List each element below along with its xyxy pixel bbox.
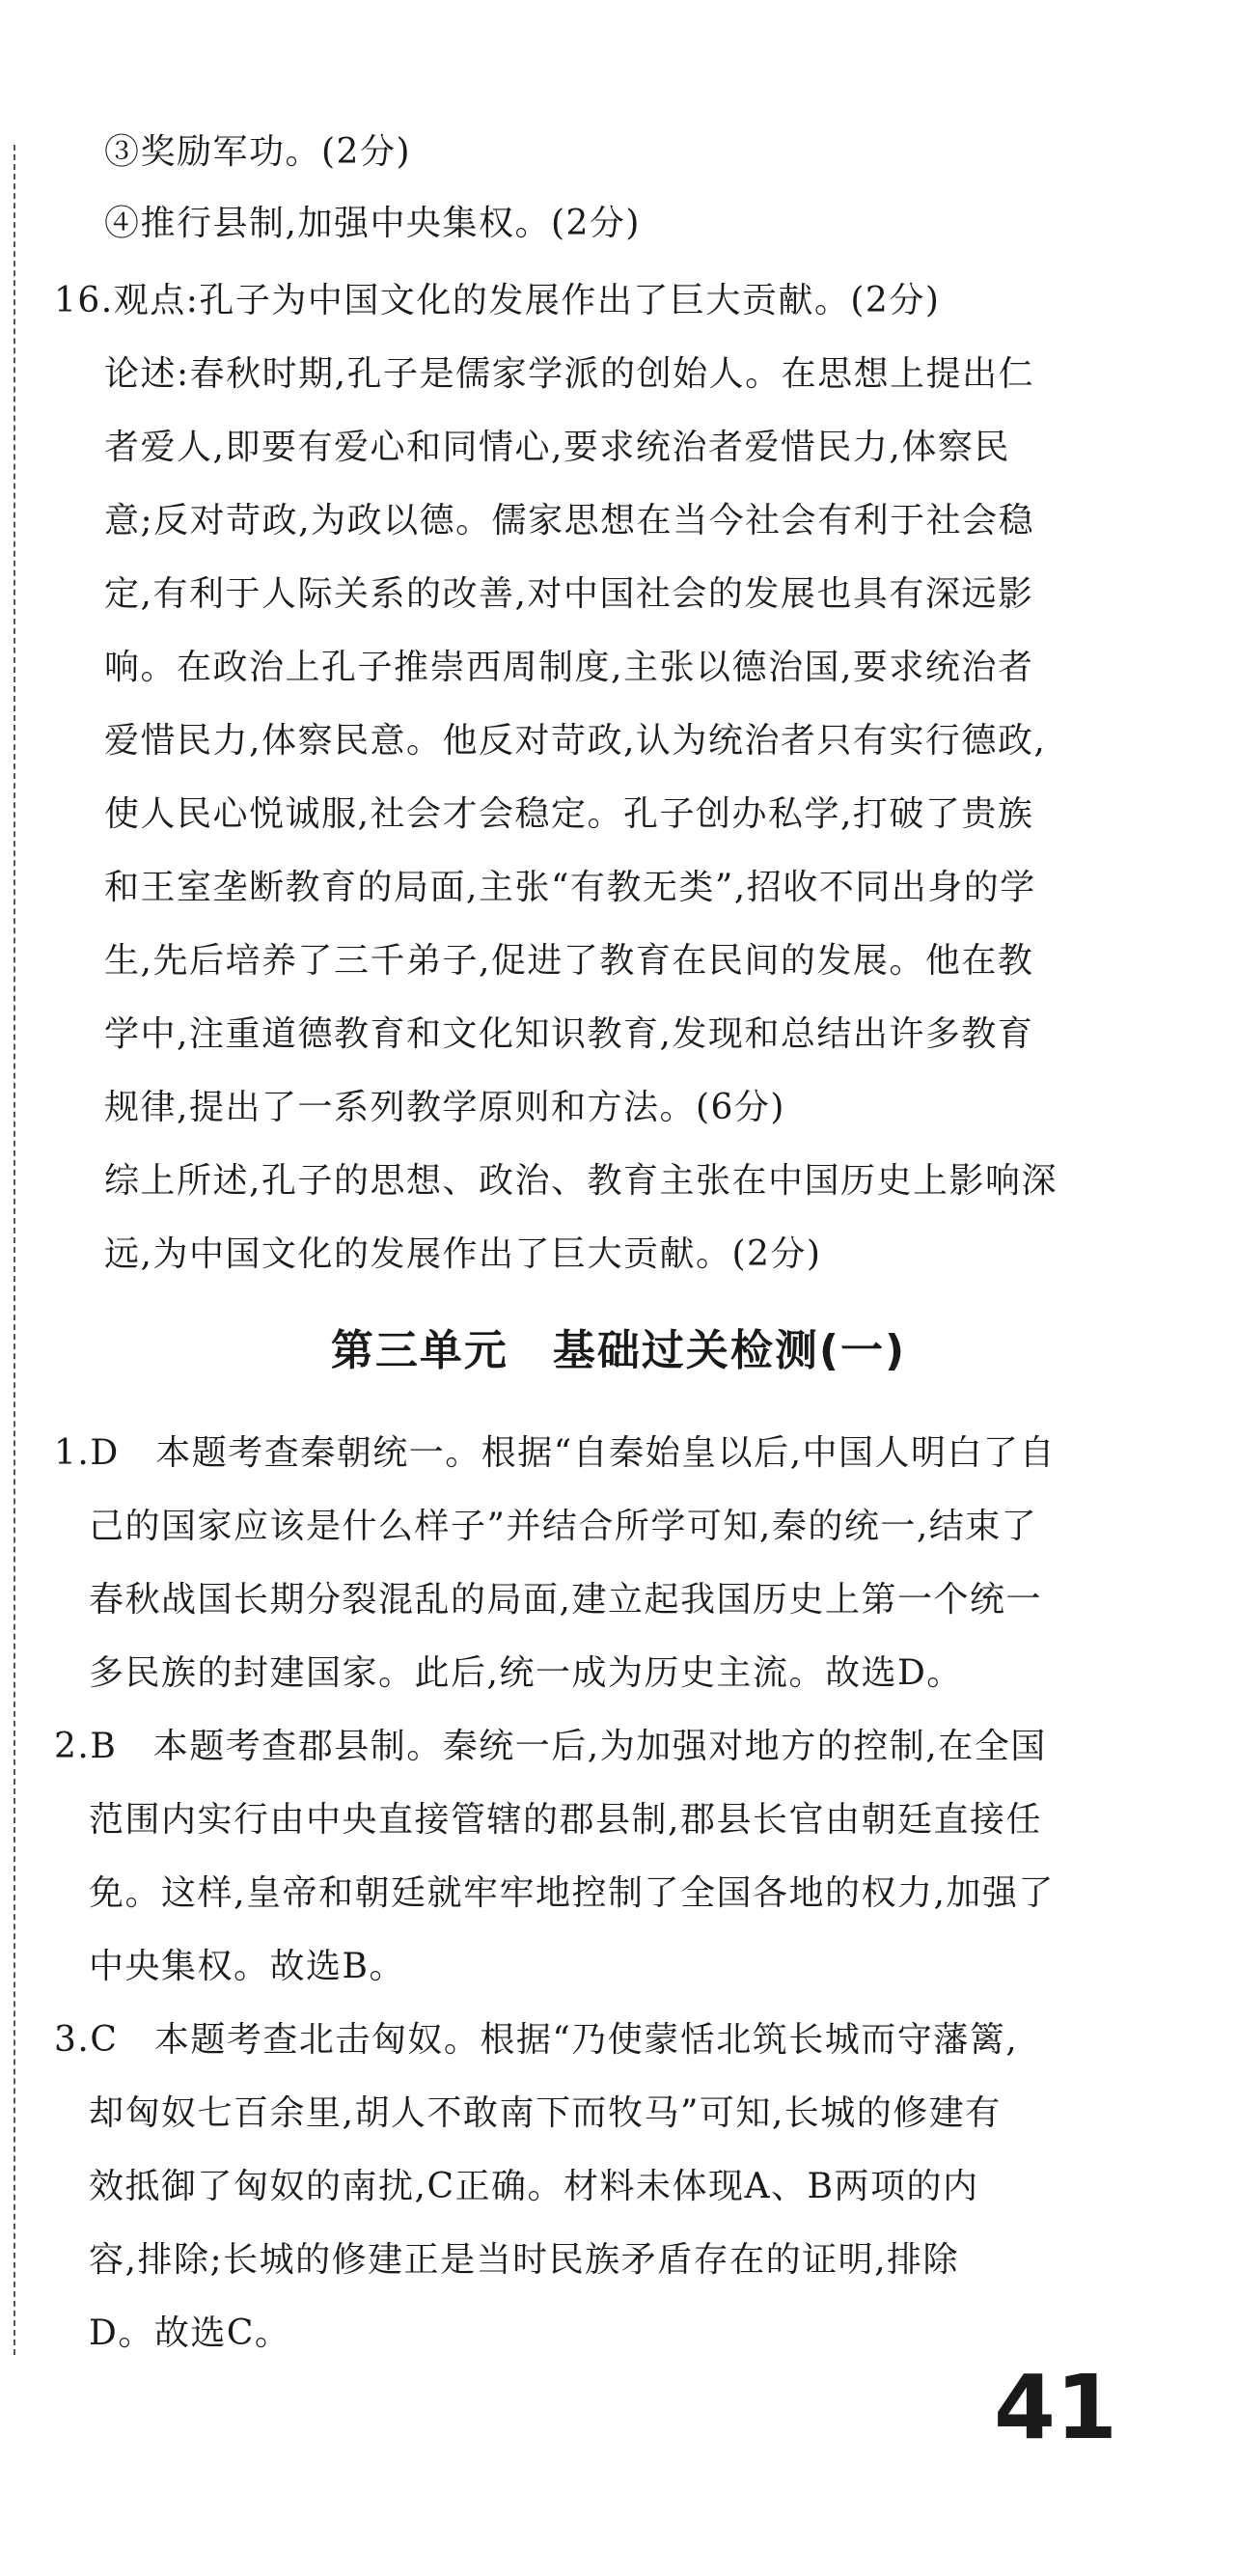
q16-line: 定,有利于人际关系的改善,对中国社会的发展也具有深远影: [104, 574, 1034, 614]
answer-1-line: 春秋战国长期分裂混乱的局面,建立起我国历史上第一个统一: [89, 1580, 1042, 1620]
q16-line: 响。在政治上孔子推崇西周制度,主张以德治国,要求统治者: [104, 648, 1034, 687]
q16-line: 学中,注重道德教育和文化知识教育,发现和总结出许多教育: [104, 1014, 1034, 1054]
answer-3-line: D。故选C。: [89, 2313, 291, 2353]
answer-1-line: 多民族的封建国家。此后,统一成为历史主流。故选D。: [89, 1653, 963, 1693]
q16-line: 和王室垄断教育的局面,主张“有教无类”,招收不同出身的学: [104, 868, 1036, 907]
q16-line: 爱惜民力,体察民意。他反对苛政,认为统治者只有实行德政,: [104, 721, 1047, 761]
answer-1-line: 己的国家应该是什么样子”并结合所学可知,秦的统一,结束了: [89, 1507, 1038, 1546]
answer-item-3: ③奖励军功。(2分): [104, 132, 411, 172]
q16-line: 意;反对苛政,为政以德。儒家思想在当今社会有利于社会稳: [104, 501, 1035, 540]
answer-3-line: 却匈奴七百余里,胡人不敢南下而牧马”可知,长城的修建有: [89, 2093, 1002, 2133]
page-number: 41: [994, 2356, 1118, 2459]
q16-line: 生,先后培养了三千弟子,促进了教育在民间的发展。他在教: [104, 941, 1034, 981]
answer-2-line: 2.B 本题考查郡县制。秦统一后,为加强对地方的控制,在全国: [54, 1727, 1047, 1766]
q16-line: 论述:春秋时期,孔子是儒家学派的创始人。在思想上提出仁: [104, 354, 1035, 394]
answer-item-4: ④推行县制,加强中央集权。(2分): [104, 204, 641, 243]
answer-1-line: 1.D 本题考查秦朝统一。根据“自秦始皇以后,中国人明白了自: [54, 1433, 1057, 1473]
q16-line: 使人民心悦诚服,社会才会稳定。孔子创办私学,打破了贵族: [104, 794, 1034, 834]
answer-3-line: 3.C 本题考查北击匈奴。根据“乃使蒙恬北筑长城而守藩篱,: [54, 2020, 1019, 2060]
answer-2-line: 中央集权。故选B。: [89, 1947, 405, 1986]
q16-line: 远,为中国文化的发展作出了巨大贡献。(2分): [104, 1234, 822, 1274]
answer-2-line: 范围内实行由中央直接管辖的郡县制,郡县长官由朝廷直接任: [89, 1800, 1042, 1840]
answer-3-line: 效抵御了匈奴的南扰,C正确。材料未体现A、B两项的内: [89, 2167, 979, 2206]
answer-3-line: 容,排除;长城的修建正是当时民族矛盾存在的证明,排除: [89, 2240, 960, 2280]
q16-line: 16.观点:孔子为中国文化的发展作出了巨大贡献。(2分): [54, 281, 941, 320]
section-title: 第三单元 基础过关检测(一): [330, 1326, 907, 1375]
q16-line: 规律,提出了一系列教学原则和方法。(6分): [104, 1088, 785, 1127]
q16-line: 者爱人,即要有爱心和同情心,要求统治者爱惜民力,体察民: [104, 428, 1010, 467]
answer-2-line: 免。这样,皇帝和朝廷就牢牢地控制了全国各地的权力,加强了: [89, 1873, 1055, 1913]
q16-line: 综上所述,孔子的思想、政治、教育主张在中国历史上影响深: [104, 1161, 1058, 1201]
